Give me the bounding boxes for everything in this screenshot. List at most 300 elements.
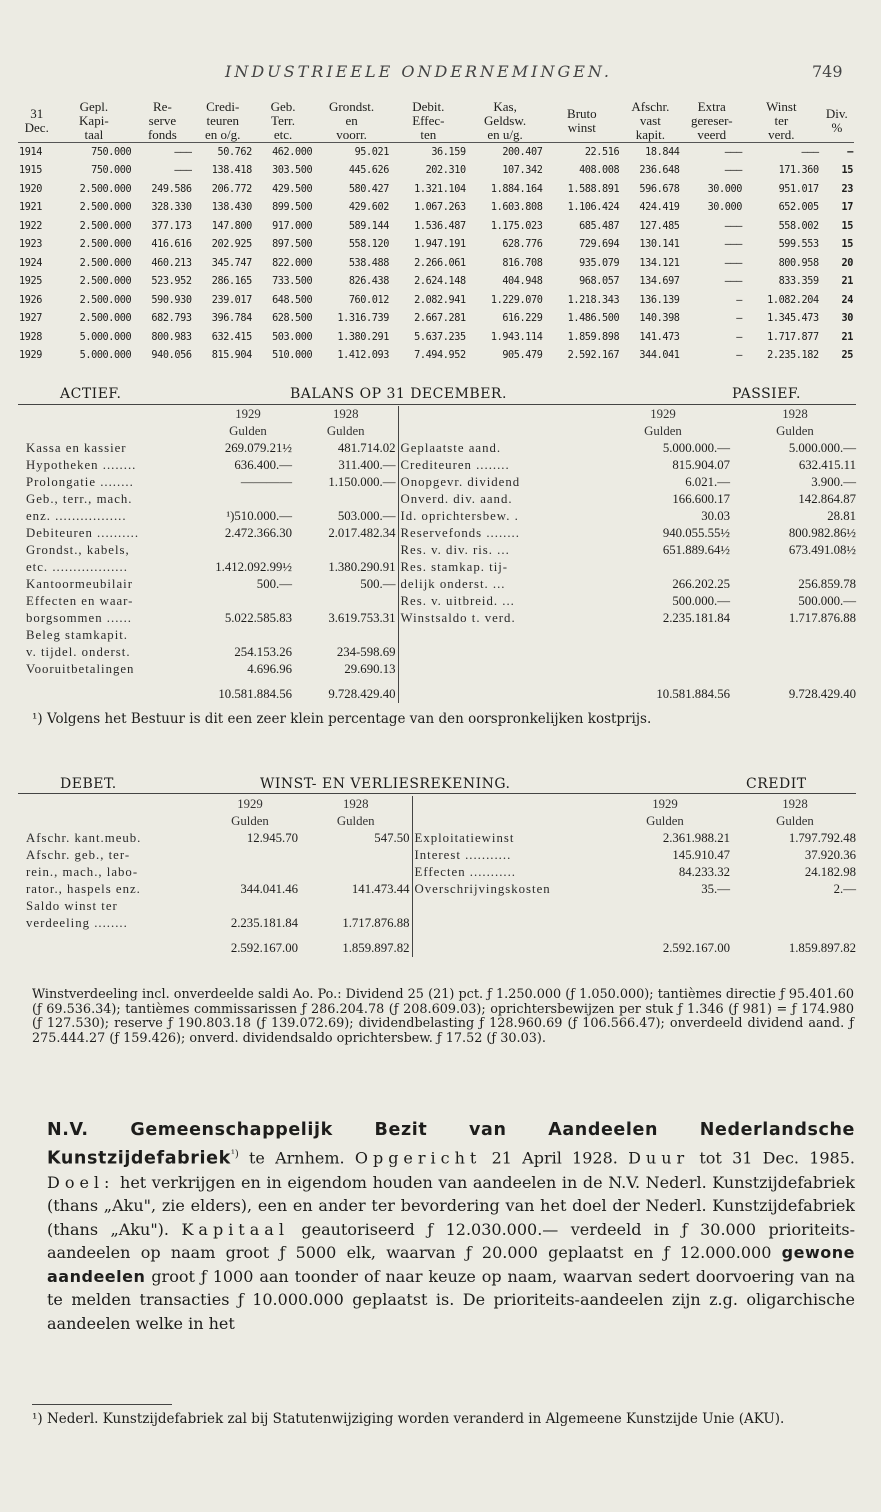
winst-row [24, 813, 858, 830]
stats-cell: 897.500 [272, 239, 313, 251]
balance-row [24, 661, 858, 678]
stats-header-line: Credi- [206, 99, 240, 114]
balance-value: 10.581.884.56 [218, 687, 292, 701]
stats-year: 1924 [19, 257, 42, 269]
stats-cell: 396.784 [211, 313, 252, 325]
winst-row [24, 796, 858, 813]
article-footnote: ¹) Nederl. Kunstzijdefabriek zal bij Statutenwijziging worden veranderd in Algemeene Kunstzijde Unie (AKU). [32, 1411, 785, 1427]
stats-cell: 968.057 [579, 276, 620, 288]
balance-value: 1.150.000.— [328, 475, 396, 489]
balance-value [732, 627, 858, 644]
stats-header-line: kapit. [635, 127, 665, 142]
balance-value [202, 491, 294, 508]
financial-history-table [18, 100, 854, 365]
stats-cell: 2.500.000 [79, 313, 132, 325]
balance-value: 632.415.11 [798, 458, 856, 472]
stats-cell: 1.218.343 [567, 294, 620, 306]
stats-cell: ——— [801, 146, 819, 158]
stats-cell: 1.588.891 [567, 183, 620, 195]
stats-cell: 17 [841, 202, 853, 214]
stats-cell: 1.412.093 [337, 350, 389, 362]
balance-value: 9.728.429.40 [328, 687, 396, 701]
stats-column-header [193, 100, 253, 143]
balance-value [202, 593, 294, 610]
stats-cell: 206.772 [211, 183, 252, 195]
balance-row [24, 406, 858, 423]
stats-year: 1926 [19, 294, 42, 306]
stats-cell: 628.776 [502, 239, 543, 251]
balance-row [24, 440, 858, 457]
winst-value: 1.859.897.82 [788, 941, 856, 955]
balance-value: 1.717.876.88 [788, 611, 856, 625]
balance-value [294, 593, 398, 610]
stats-cell: 1.321.104 [414, 183, 466, 195]
balance-label: Kantoormeubilair [26, 577, 133, 591]
stats-header-line: Dec. [24, 120, 49, 135]
running-header [0, 62, 881, 84]
stats-row [18, 236, 854, 255]
balance-value [294, 627, 398, 644]
winst-label: Overschrijvingskosten [412, 881, 598, 898]
winst-value: Gulden [776, 814, 814, 828]
winst-value: 1929 [237, 797, 263, 811]
winst-row [24, 830, 858, 847]
winst-value: 35.— [701, 882, 730, 896]
balance-value: 266.202.25 [672, 577, 730, 591]
stats-cell: 429.602 [348, 202, 389, 214]
stats-cell: 408.008 [579, 165, 620, 177]
winst-value: 2.235.181.84 [230, 916, 298, 930]
winst-label: rator., haspels enz. [26, 882, 141, 896]
balance-value: 5.022.585.83 [224, 611, 292, 625]
stats-cell: 917.000 [272, 220, 313, 232]
stats-header-line: en u/g. [487, 127, 523, 142]
balance-label: Vooruitbetalingen [26, 662, 135, 676]
winst-value: 12.945.70 [246, 831, 298, 845]
balance-label [398, 627, 594, 644]
winst-label [412, 915, 598, 932]
stats-cell: 558.002 [778, 220, 819, 232]
balance-top-rule [18, 404, 856, 405]
stats-cell: 236.648 [639, 165, 680, 177]
stats-cell: 580.427 [348, 183, 389, 195]
stats-cell: 2.624.148 [414, 276, 466, 288]
stats-row [18, 217, 854, 236]
stats-cell: 2.500.000 [79, 202, 132, 214]
balance-row [24, 491, 858, 508]
stats-cell: 20 [841, 257, 853, 269]
stats-cell: 2.500.000 [79, 239, 132, 251]
stats-cell: 589.144 [348, 220, 389, 232]
stats-cell: 632.415 [211, 331, 252, 343]
stats-cell: 134.121 [639, 257, 680, 269]
winst-value [300, 864, 412, 881]
stats-cell: 138.418 [211, 165, 252, 177]
balance-label: Winstsaldo t. verd. [398, 610, 594, 627]
stats-cell: — [736, 331, 742, 343]
winst-value: Gulden [336, 814, 375, 828]
stats-cell: 23 [841, 183, 853, 195]
running-title: INDUSTRIEELE ONDERNEMINGEN. [225, 62, 612, 81]
balance-label [398, 661, 594, 678]
stats-header-line: etc. [273, 127, 293, 142]
stats-cell: 616.229 [502, 313, 543, 325]
stats-year: 1922 [19, 220, 42, 232]
balance-value: 2.017.482.34 [328, 526, 396, 540]
stats-cell: 345.747 [211, 257, 252, 269]
balance-value: ———— [240, 475, 292, 489]
stats-cell: 141.473 [639, 331, 680, 343]
balance-value: 9.728.429.40 [788, 687, 856, 701]
stats-cell: 107.342 [502, 165, 543, 177]
balance-value: 481.714.02 [337, 441, 396, 455]
stats-cell: 822.000 [272, 257, 313, 269]
stats-header-line: Bruto [567, 106, 597, 121]
winst-value: 84.233.32 [678, 865, 730, 879]
balance-row [24, 474, 858, 491]
stats-cell: 1.943.114 [490, 331, 543, 343]
stats-column-header [467, 100, 544, 143]
stats-header-line: Winst [766, 99, 797, 114]
balance-label: enz. ................. [26, 509, 127, 523]
stats-cell: 429.500 [272, 183, 313, 195]
balance-passief-heading: PASSIEF. [732, 386, 801, 402]
stats-column-header [681, 100, 743, 143]
stats-cell: 95.021 [354, 146, 389, 158]
stats-cell: 1.082.204 [767, 294, 819, 306]
stats-year: 1921 [19, 202, 42, 214]
stats-header-line: Geb. [270, 99, 296, 114]
stats-cell: 445.626 [348, 165, 389, 177]
winst-value [300, 847, 412, 864]
stats-year: 1920 [19, 183, 42, 195]
stats-row [18, 199, 854, 218]
balance-value [594, 661, 732, 678]
stats-header-line: ten [420, 127, 437, 142]
winst-label: Afschr. kant.meub. [26, 831, 142, 845]
winst-value [598, 915, 732, 932]
stats-cell: 1.603.808 [490, 202, 543, 214]
stats-cell: 22.516 [584, 146, 620, 158]
balance-value [732, 559, 858, 576]
stats-cell: 951.017 [778, 183, 819, 195]
stats-cell: 25 [841, 350, 853, 362]
balance-value: 503.000.— [337, 509, 396, 523]
stats-header-line: Debit. [412, 99, 445, 114]
stats-cell: 1.106.424 [567, 202, 620, 214]
stats-cell: 200.407 [502, 146, 543, 158]
stats-year: 1925 [19, 276, 42, 288]
stats-header-line: Afschr. [631, 99, 670, 114]
stats-cell: 1.536.487 [414, 220, 466, 232]
balance-value: 3.900.— [811, 475, 856, 489]
stats-cell: 5.637.235 [414, 331, 466, 343]
winst-label: verdeeling ........ [26, 916, 128, 930]
profit-distribution: Winstverdeeling incl. onverdeelde saldi Ao. Po.: Dividend 25 (21) pct. ƒ 1.250.000 (ƒ 1.050.000); tantièmes directie ƒ 95.401.60 (ƒ 69.536.34); tantièmes commissarissen ƒ 286.204.78 (ƒ 208.609.03); oprichtersbewijzen per stuk ƒ 1.346 (ƒ 981) = ƒ 174.980 (ƒ 127.530); reserve ƒ 190.803.18 (ƒ 139.072.69); dividendbelasting ƒ 128.960.69 (ƒ 106.566.47); onverdeeld dividend aand. ƒ 275.444.27 (ƒ 159.426); onverd. dividendsaldo oprichtersbew. ƒ 17.52 (ƒ 30.03). [32, 987, 854, 1046]
stats-year: 1929 [19, 350, 42, 362]
winst-value: Gulden [231, 814, 269, 828]
stats-cell: 286.165 [211, 276, 252, 288]
stats-cell: 2.667.281 [414, 313, 466, 325]
winst-row [24, 864, 858, 881]
gewone-aandeelen-label: gewone aandeelen [47, 1243, 855, 1286]
stats-cell: 2.500.000 [79, 294, 132, 306]
stats-cell: ——— [724, 257, 742, 269]
stats-cell: 833.359 [778, 276, 819, 288]
balance-label: Res. v. uitbreid. ... [398, 593, 594, 610]
balance-sheet-table [24, 406, 858, 703]
stats-cell: 1.316.739 [337, 313, 389, 325]
stats-header-line: Kapi- [79, 113, 109, 128]
balance-row [24, 542, 858, 559]
stats-cell: 899.500 [272, 202, 313, 214]
stats-row [18, 180, 854, 199]
stats-cell: 21 [841, 331, 853, 343]
balance-row [24, 576, 858, 593]
stats-header-line: Geldsw. [484, 113, 527, 128]
stats-column-header [743, 100, 820, 143]
winst-top-rule [18, 793, 856, 794]
winst-label [412, 813, 598, 830]
winst-value [732, 915, 858, 932]
stats-year: 1915 [19, 165, 42, 177]
stats-column-header [820, 100, 854, 143]
stats-cell: 1.067.263 [414, 202, 466, 214]
stats-cell: 682.793 [151, 313, 192, 325]
duur-label: Duur [628, 1147, 690, 1167]
balance-label: delijk onderst. ... [398, 576, 594, 593]
stats-cell: 510.000 [272, 350, 313, 362]
winst-value: 1.717.876.88 [342, 916, 410, 930]
stats-cell: 2.235.182 [767, 350, 819, 362]
kapitaal-label: Kapitaal [181, 1219, 289, 1239]
stats-cell: 523.952 [151, 276, 192, 288]
balance-label: Prolongatie ........ [26, 475, 134, 489]
balance-label: Res. v. div. ris. ... [398, 542, 594, 559]
balance-row [24, 593, 858, 610]
winst-value [300, 898, 412, 915]
article-text-2: 21 April 1928. [481, 1147, 629, 1167]
profit-loss-table [24, 796, 858, 957]
stats-header-line: taal [84, 127, 104, 142]
winst-value: 2.592.167.00 [662, 941, 730, 955]
balance-row [24, 508, 858, 525]
stats-cell: 816.708 [502, 257, 543, 269]
stats-cell: 2.500.000 [79, 183, 132, 195]
balance-value: 651.889.64½ [662, 543, 730, 557]
stats-cell: 2.082.941 [414, 294, 466, 306]
winst-value [200, 898, 300, 915]
stats-header-line: serve [148, 113, 177, 128]
balance-row [24, 457, 858, 474]
stats-cell: 239.017 [211, 294, 252, 306]
winst-value: 37.920.36 [804, 848, 856, 862]
stats-header-line: Grondst. [329, 99, 375, 114]
stats-cell: 1.345.473 [767, 313, 819, 325]
stats-column-header [55, 100, 132, 143]
balance-value: 500.000.— [798, 594, 856, 608]
stats-column-header [313, 100, 390, 143]
balance-footnote: ¹) Volgens het Bestuur is dit een zeer klein percentage van den oorspronkelijken kostprijs. [32, 711, 652, 727]
balance-label [24, 423, 202, 440]
footnote-rule [32, 1404, 172, 1405]
winst-credit-heading: CREDIT [746, 776, 807, 792]
article-text-4: het verkrijgen en in eigendom houden van aandeelen in de N.V. Nederl. Kunstzijdefabriek (thans „Aku", zie elders), een en ander ter bevordering van het doel der Nederl. Kunstzijdefabriek (thans „Aku"). [47, 1172, 855, 1239]
stats-column-header [620, 100, 680, 143]
article-text-3: tot 31 Dec. 1985. [689, 1147, 856, 1167]
stats-cell: 1.717.877 [767, 331, 819, 343]
stats-cell: 127.485 [639, 220, 680, 232]
winst-value: 1.797.792.48 [788, 831, 856, 845]
stats-cell: 652.005 [778, 202, 819, 214]
stats-header-line: vast [639, 113, 661, 128]
stats-cell: 171.360 [778, 165, 819, 177]
stats-cell: 590.930 [151, 294, 192, 306]
winst-row [24, 847, 858, 864]
stats-cell: 377.173 [151, 220, 192, 232]
stats-row [18, 143, 854, 162]
balance-row [24, 644, 858, 661]
stats-year: 1928 [19, 331, 42, 343]
balance-value: 5.000.000.— [788, 441, 856, 455]
stats-cell: 1.859.898 [567, 331, 620, 343]
balance-value: 1.380.290.91 [328, 560, 396, 574]
balance-value: 4.696.96 [247, 662, 292, 676]
balance-value: 500.000.— [672, 594, 730, 608]
balance-label: borgsommen ...... [26, 611, 132, 625]
stats-cell: 599.553 [778, 239, 819, 251]
balance-label: Geb., terr., mach. [26, 492, 133, 506]
winst-label [412, 932, 598, 957]
stats-cell: 136.139 [639, 294, 680, 306]
stats-cell: 596.678 [639, 183, 680, 195]
winst-label: rein., mach., labo- [26, 865, 139, 879]
stats-cell: 460.213 [151, 257, 192, 269]
stats-cell: 905.479 [502, 350, 543, 362]
stats-year: 1923 [19, 239, 42, 251]
opgericht-label: Opgericht [354, 1147, 482, 1167]
balance-value: 254.153.26 [234, 645, 292, 659]
balance-row [24, 525, 858, 542]
stats-header-line: voorr. [336, 127, 367, 142]
balance-label [398, 406, 594, 423]
winst-value: 1928 [782, 797, 808, 811]
balance-value: 1.412.092.99½ [215, 560, 292, 574]
stats-cell: 2.592.167 [567, 350, 620, 362]
balance-label: Onopgevr. dividend [398, 474, 594, 491]
balance-value: 6.021.— [685, 475, 730, 489]
stats-header-line: 31 [30, 106, 44, 121]
balance-label: Kassa en kassier [26, 441, 127, 455]
stats-cell: 328.330 [151, 202, 192, 214]
stats-cell: 303.500 [272, 165, 313, 177]
balance-label [398, 678, 594, 703]
stats-cell: 7.494.952 [414, 350, 466, 362]
stats-cell: 416.616 [151, 239, 192, 251]
stats-header-line: gereser- [690, 113, 733, 128]
balance-value [732, 661, 858, 678]
balance-value: 2.235.181.84 [662, 611, 730, 625]
winst-value: 141.473.44 [351, 882, 410, 896]
balance-label: Grondst., kabels, [26, 543, 130, 557]
balance-label: Geplaatste aand. [398, 440, 594, 457]
stats-row [18, 291, 854, 310]
stats-cell: 538.488 [348, 257, 389, 269]
balance-value [202, 542, 294, 559]
stats-header-line: Div. [825, 106, 848, 121]
balance-value [294, 542, 398, 559]
winst-value: 2.361.988.21 [662, 831, 730, 845]
stats-row [18, 254, 854, 273]
balance-value: 29.690.13 [344, 662, 396, 676]
balance-value: 142.864.87 [798, 492, 856, 506]
balance-value [594, 559, 732, 576]
stats-header-line: Extra [697, 99, 726, 114]
stats-cell: 462.000 [272, 146, 313, 158]
balance-value [202, 627, 294, 644]
stats-cell: 202.925 [211, 239, 252, 251]
winst-row [24, 881, 858, 898]
balance-value: 256.859.78 [798, 577, 856, 591]
balance-value [594, 627, 732, 644]
balance-value: 234-598.69 [336, 645, 396, 659]
balance-value: Gulden [776, 424, 814, 438]
balance-row [24, 610, 858, 627]
stats-cell: 404.948 [502, 276, 543, 288]
stats-cell: 1.947.191 [414, 239, 466, 251]
balance-label: Debiteuren .......... [26, 526, 140, 540]
winst-label [24, 932, 200, 957]
stats-cell: 2.500.000 [79, 276, 132, 288]
balance-row [24, 559, 858, 576]
stats-cell: 15 [841, 239, 853, 251]
stats-row [18, 347, 854, 366]
stats-row [18, 310, 854, 329]
winst-value [732, 898, 858, 915]
stats-cell: 147.800 [211, 220, 252, 232]
balance-label: Id. oprichtersbew. . [398, 508, 594, 525]
stats-header-line: teuren [206, 113, 239, 128]
page-number: 749 [812, 62, 843, 81]
balance-label: Reservefonds ........ [398, 525, 594, 542]
stats-header-line: en o/g. [205, 127, 241, 142]
balance-value: 636.400.— [234, 458, 292, 472]
balance-value: 800.982.86½ [788, 526, 856, 540]
article-text-6: groot ƒ 1000 aan toonder of naar keuze op naam, waarvan sedert doorvoering van na te melden transacties ƒ 10.000.000 geplaatst is. De prioriteits-aandeelen zijn z.g. oligarchische aandeelen welke in het [47, 1266, 855, 1334]
stats-column-header [253, 100, 313, 143]
stats-cell: ——— [724, 220, 742, 232]
balance-value: 166.600.17 [672, 492, 730, 506]
balance-label: etc. .................. [26, 560, 128, 574]
stats-cell: 30.000 [707, 202, 742, 214]
stats-header-line: Gepl. [79, 99, 109, 114]
stats-header-line: ter [774, 113, 789, 128]
winst-row [24, 898, 858, 915]
balance-value [732, 644, 858, 661]
winst-value: 547.50 [374, 831, 410, 845]
balance-value: 2.472.366.30 [224, 526, 292, 540]
balance-value [294, 491, 398, 508]
stats-cell: 800.958 [778, 257, 819, 269]
stats-cell: 15 [841, 165, 853, 177]
balance-actief-heading: ACTIEF. [60, 386, 122, 402]
stats-cell: 424.419 [639, 202, 680, 214]
balance-value: 311.400.— [338, 458, 396, 472]
stats-year: 1927 [19, 313, 42, 325]
stats-header-line: fonds [147, 127, 177, 142]
stats-cell: — [847, 146, 853, 158]
winst-value: Gulden [646, 814, 684, 828]
